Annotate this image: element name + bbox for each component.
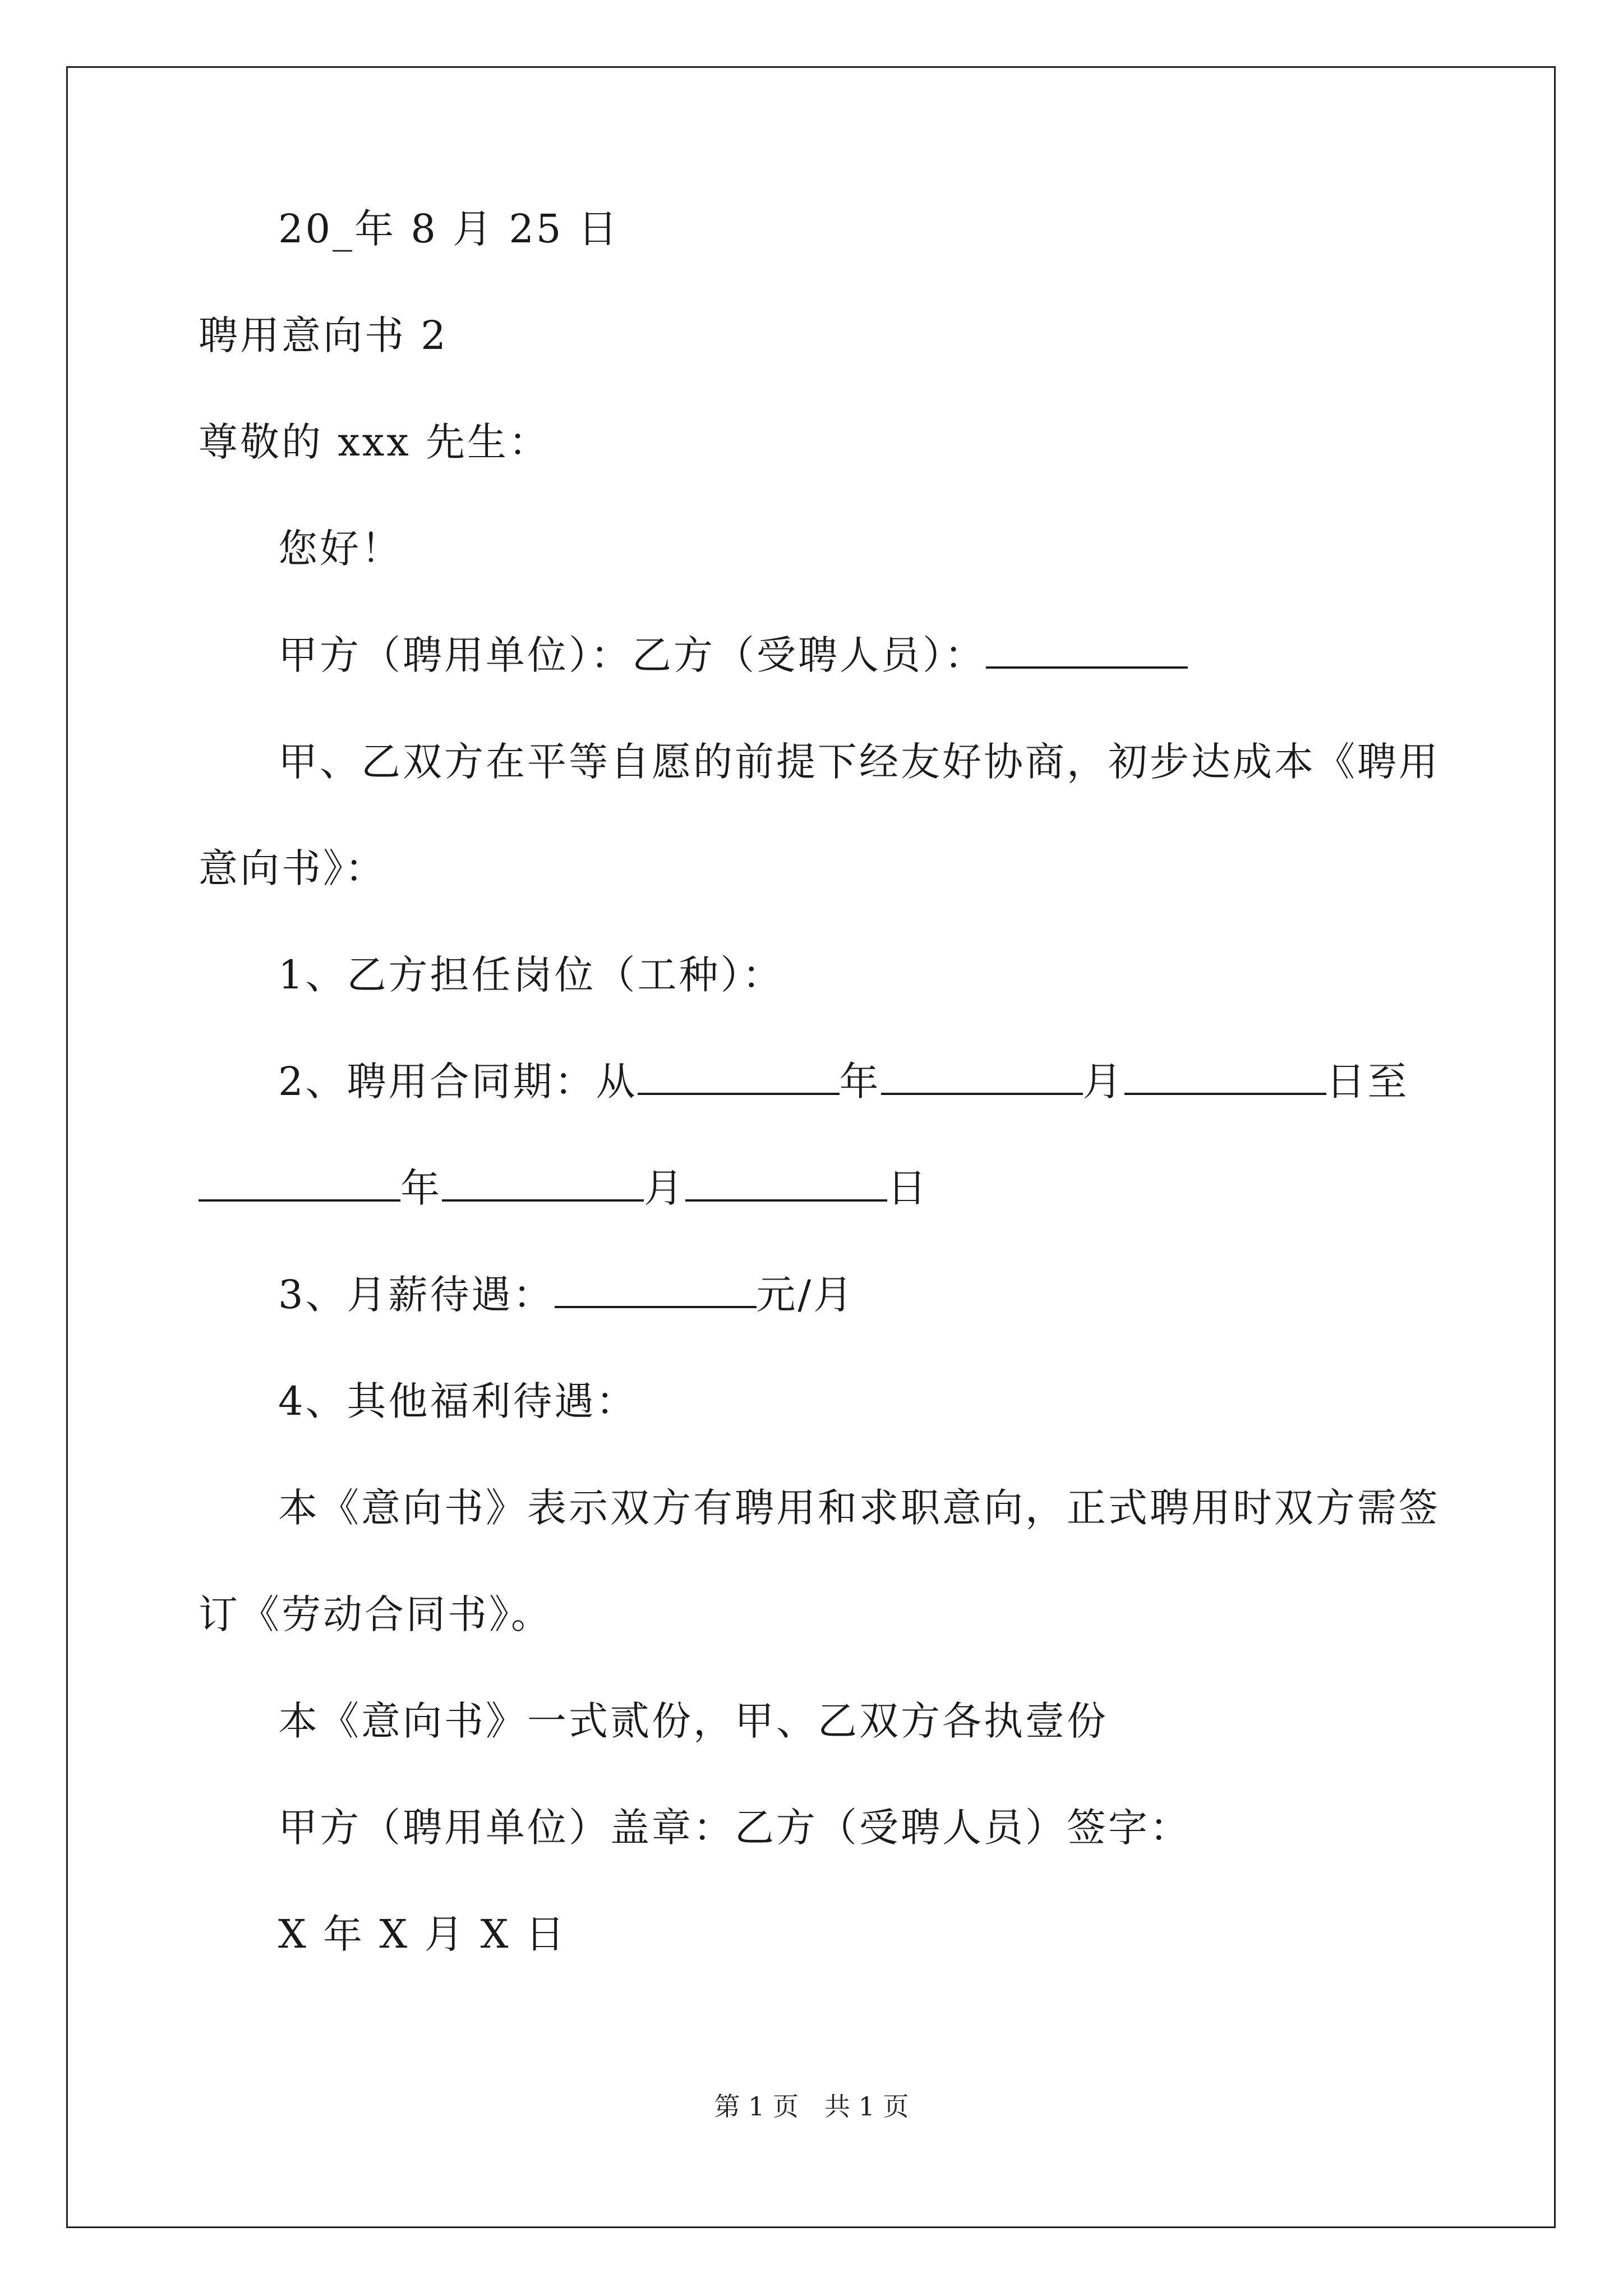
start-month-blank (881, 1059, 1083, 1095)
end-day-label: 日 (887, 1165, 929, 1211)
salary-blank (555, 1272, 757, 1308)
clause-4: 4、其他福利待遇： (278, 1378, 638, 1424)
note-paragraph-line-1: 本《意向书》表示双方有聘用和求职意向，正式聘用时双方需签 (278, 1485, 1440, 1531)
month-label: 月 (1082, 1059, 1124, 1105)
note-paragraph-line-2: 订《劳动合同书》。 (199, 1591, 552, 1637)
clause-2-line-1 (278, 1055, 1409, 1108)
greeting: 您好！ (278, 526, 403, 572)
document-title: 聘用意向书 2 (199, 312, 448, 358)
parties-label: 甲方（聘用单位）：乙方（受聘人员）： (278, 632, 986, 678)
intro-paragraph-line-2: 意向书》： (199, 845, 386, 891)
end-year-blank (199, 1166, 400, 1202)
clause-3 (278, 1268, 855, 1322)
clause-3-label: 3、月薪待遇： (278, 1272, 555, 1318)
year-label: 年 (839, 1059, 881, 1105)
end-month-label: 月 (644, 1165, 685, 1211)
day-to-label: 日至 (1326, 1059, 1409, 1105)
clause-1: 1、乙方担任岗位（工种）： (278, 952, 784, 998)
start-day-blank (1124, 1059, 1326, 1095)
date-line: 20_年 8 月 25 日 (278, 206, 620, 252)
signature-line: 甲方（聘用单位）盖章：乙方（受聘人员）签字： (278, 1805, 1191, 1851)
clause-2-label: 2、聘用合同期：从 (278, 1059, 638, 1105)
end-day-blank (685, 1166, 887, 1202)
end-month-blank (442, 1166, 644, 1202)
start-year-blank (638, 1059, 840, 1095)
salutation: 尊敬的 xxx 先生： (199, 419, 550, 465)
page-border (66, 66, 1556, 2228)
parties-line (278, 628, 1188, 682)
intro-paragraph-line-1: 甲、乙双方在平等自愿的前提下经友好协商，初步达成本《聘用 (278, 739, 1440, 785)
clause-2-line-2 (199, 1161, 929, 1215)
end-year-label: 年 (400, 1165, 442, 1211)
party-b-blank (986, 633, 1188, 669)
copies-line: 本《意向书》一式贰份，甲、乙双方各执壹份 (278, 1698, 1108, 1744)
salary-unit: 元/月 (756, 1272, 855, 1318)
page-footer: 第 1 页 共 1 页 (714, 2091, 909, 2122)
signature-date: X 年 X 月 X 日 (278, 1911, 567, 1957)
